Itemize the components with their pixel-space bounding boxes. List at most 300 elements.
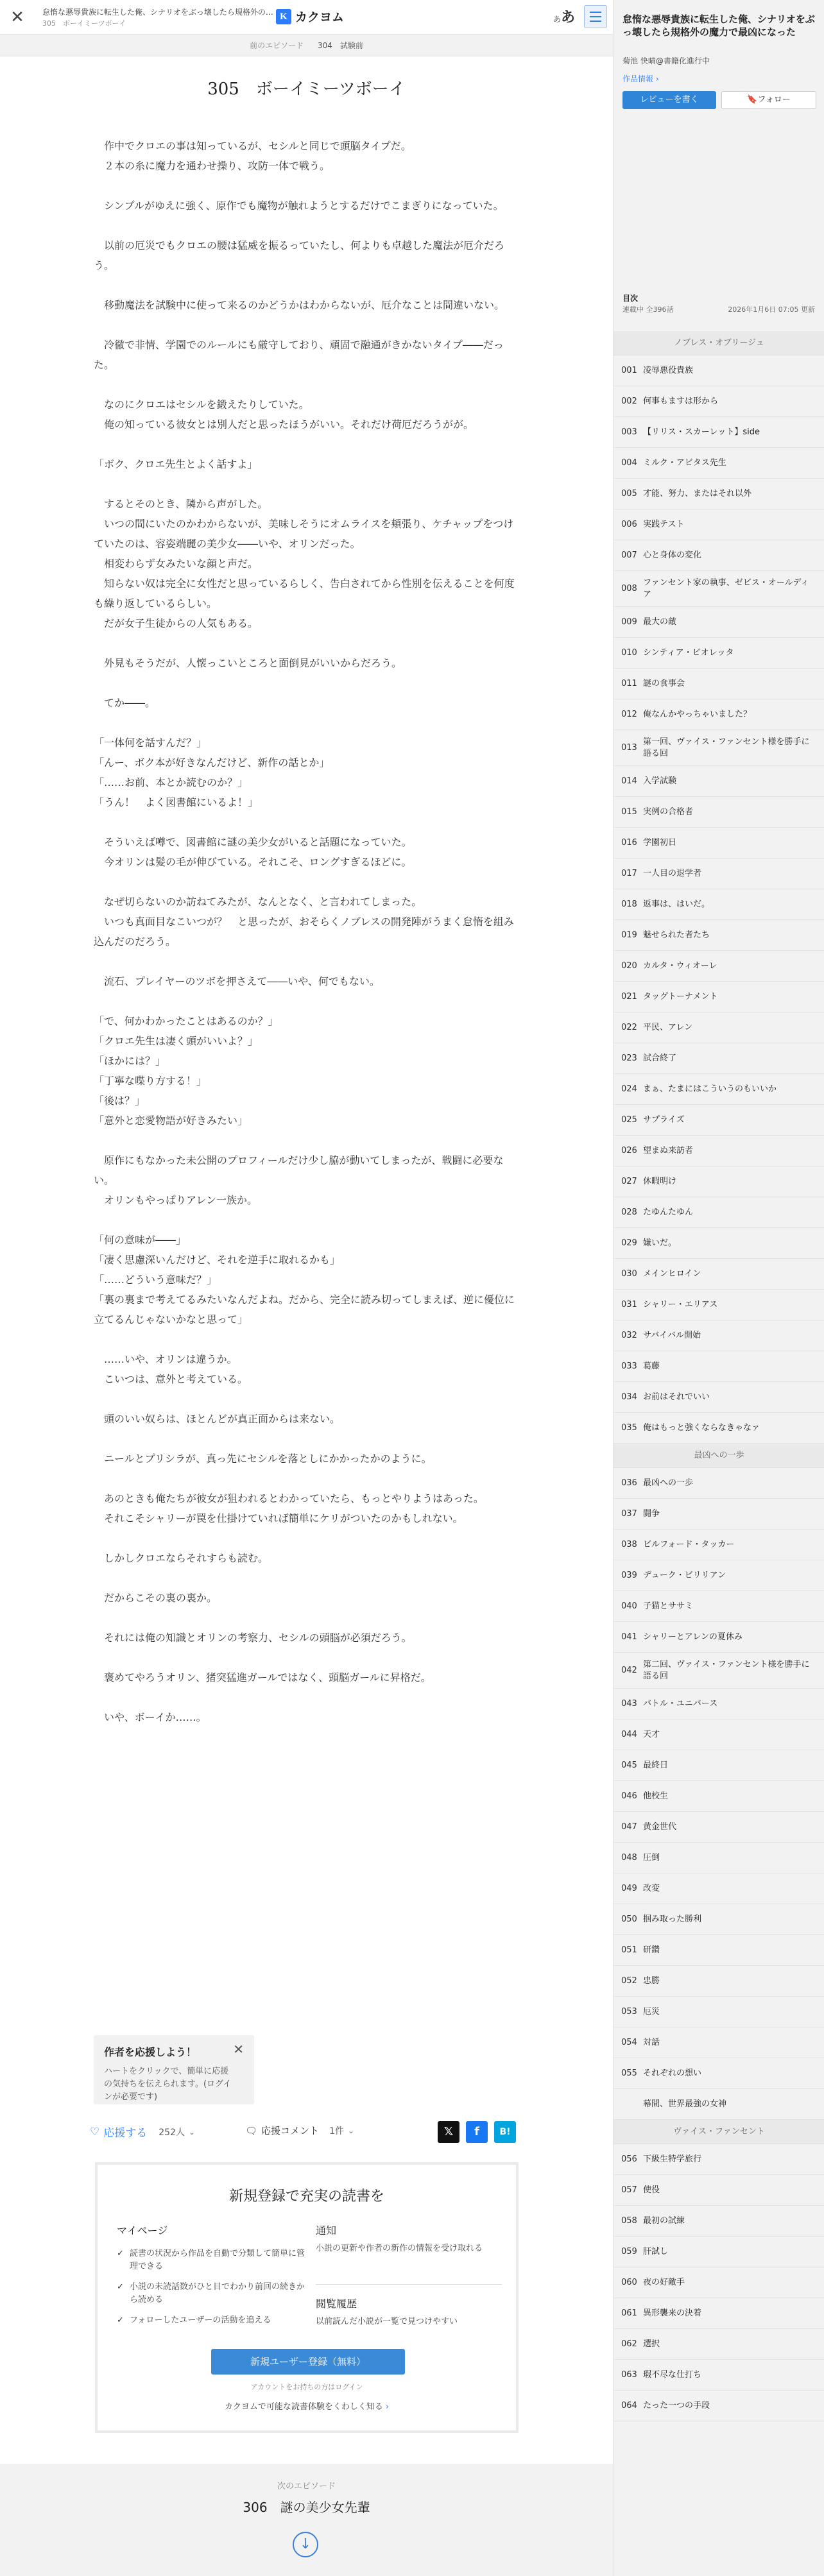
toc-item[interactable]: [614, 1043, 824, 1074]
toc-item-title: 異形襲来の決着: [643, 2308, 702, 2318]
toc-item-title: 才能、努力、またはそれ以外: [643, 488, 752, 499]
font-size-small-label: あ: [553, 15, 562, 24]
toc-item[interactable]: [614, 889, 824, 920]
toc-item-number: 047: [621, 1821, 637, 1832]
next-episode: [0, 2464, 613, 2576]
paragraph-spacer: [94, 991, 520, 1011]
toc-item[interactable]: [614, 1653, 824, 1689]
benefit-item: ✓ 小説の未読話数がひと目でわかり前回の続きから読める: [117, 2281, 309, 2307]
toc-item-number: 008: [621, 583, 637, 593]
toc-item[interactable]: [614, 858, 824, 889]
toc-item[interactable]: [614, 1074, 824, 1105]
toc-item[interactable]: [614, 638, 824, 669]
toc-item[interactable]: [614, 540, 824, 571]
toc-item-number: 033: [621, 1361, 637, 1371]
toc-item-number: 052: [621, 1975, 637, 1986]
toc-item-number: 026: [621, 1145, 637, 1156]
toc-item-number: 057: [621, 2185, 637, 2195]
toc-item-number: 053: [621, 2006, 637, 2017]
toc-item[interactable]: [614, 2027, 824, 2058]
toc-item-title: 最凶への一歩: [643, 1478, 694, 1488]
sidebar: [613, 0, 824, 2576]
toc-item[interactable]: [614, 571, 824, 607]
paragraph-spacer: [94, 375, 520, 395]
paragraph-spacer: [94, 315, 520, 335]
body-paragraph: 「一体何を話すんだ？」: [94, 737, 207, 749]
toc-item-number: 007: [621, 550, 637, 560]
history-label: 閲覧履歴: [316, 2298, 357, 2310]
paragraph-spacer: [94, 673, 520, 693]
toc-item[interactable]: [614, 1591, 824, 1622]
toc-item-title: 俺はもっと強くならなきゃなァ: [643, 1422, 760, 1433]
body-paragraph: 「ほかには？」: [94, 1055, 166, 1067]
toc-item-title: タッグトーナメント: [643, 991, 718, 1002]
body-paragraph: 以前の厄災でもクロエの腰は猛威を振るっていたし、何よりも卓越した魔法が厄介だろう。: [94, 239, 505, 271]
body-paragraph: あのときも俺たちが彼女が狙われるとわかっていたら、もっとやりようはあった。: [94, 1492, 484, 1505]
benefit-item: ✓ フォローしたユーザーの活動を追える: [117, 2314, 309, 2327]
toc-item-title: 圧倒: [643, 1852, 660, 1863]
toc-item[interactable]: [614, 2360, 824, 2391]
comment-icon: 🗨: [245, 2124, 258, 2137]
next-episode-label: 次のエピソード: [277, 2482, 336, 2491]
toc-item-number: 027: [621, 1176, 637, 1186]
font-size-button[interactable]: [553, 6, 575, 26]
toc-item-title: たった一つの手段: [643, 2400, 710, 2410]
toc-item-title: 入学試験: [643, 776, 677, 786]
toc-item[interactable]: [614, 1320, 824, 1351]
sidebar-work-title[interactable]: 怠惰な悪辱貴族に転生した俺、シナリオをぶっ壊したら規格外の魔力で最凶になった: [622, 13, 815, 38]
toc-item-number: 059: [621, 2246, 637, 2256]
toc-item[interactable]: [614, 417, 824, 448]
paragraph-spacer: [94, 176, 520, 196]
body-paragraph: 「意外と恋愛物語が好きみたい」: [94, 1114, 248, 1127]
x-share-icon[interactable]: 𝕏: [438, 2121, 459, 2143]
body-paragraph: ニールとプリシラが、真っ先にセシルを落としにかかったかのように。: [94, 1453, 432, 1465]
toc-item-title: カルタ・ウィオーレ: [643, 960, 717, 971]
menu-line-icon: [590, 12, 601, 13]
body-paragraph: 知らない奴は完全に女性だと思っているらしく、告白されてから性別を伝えることを何度も繰り返しているらしい。: [94, 577, 515, 610]
toc-item-number: 025: [621, 1114, 637, 1125]
toc-item-title: サプライズ: [643, 1114, 685, 1125]
toc-item-title: 忠勝: [643, 1975, 660, 1986]
toc-item[interactable]: [614, 1843, 824, 1873]
toc-item-number: 043: [621, 1698, 637, 1709]
toc-item-number: 034: [621, 1392, 637, 1402]
toc-item[interactable]: [614, 1530, 824, 1560]
toc-item-title: 瑕不尽な仕打ち: [643, 2369, 702, 2380]
chevron-down-icon: ⌄: [347, 2126, 355, 2135]
toc-section-header: 最凶への一歩: [614, 1444, 824, 1468]
toc-item-number: 029: [621, 1238, 637, 1248]
toc-item-title: たゆんたゆん: [643, 1207, 694, 1217]
toc-item-title: 俺なんかやっちゃいました？: [643, 709, 752, 719]
toc-item-title: バトル・ユニバース: [643, 1698, 718, 1709]
toc-item-number: 011: [621, 678, 637, 688]
body-paragraph: だが女子生徒からの人気もある。: [94, 617, 259, 629]
toc-item[interactable]: [614, 1997, 824, 2027]
toc-item-title: 平民、アレン: [643, 1022, 693, 1032]
body-paragraph: ……いや、オリンは違うか。: [94, 1353, 237, 1365]
body-paragraph: いや、ボーイか……。: [94, 1711, 207, 1723]
toc-item[interactable]: [614, 2089, 824, 2120]
heart-icon: ♡: [90, 2125, 100, 2138]
toc-item[interactable]: [614, 1719, 824, 1750]
body-paragraph: なぜ切らないのか訪ねてみたが、なんとなく、と言われてしまった。: [94, 896, 422, 908]
toc-item-title: 最大の敵: [643, 617, 677, 627]
toc-item[interactable]: [614, 1873, 824, 1904]
toc-item[interactable]: [614, 1966, 824, 1997]
toc-item[interactable]: [614, 1750, 824, 1781]
toc-item[interactable]: [614, 1290, 824, 1320]
toc-item[interactable]: [614, 1904, 824, 1935]
episode-actions: [90, 2119, 520, 2144]
toc-item[interactable]: [614, 1413, 824, 1444]
toc-item-title: シャリー・エリアス: [643, 1299, 718, 1309]
toc-item-title: 掴み取った勝利: [643, 1914, 702, 1924]
divider: [316, 2284, 502, 2285]
toc-item-number: 058: [621, 2215, 637, 2226]
toc-item-number: 041: [621, 1632, 637, 1642]
toc-item-title: 対話: [643, 2037, 660, 2047]
toc-item-number: 002: [621, 396, 637, 406]
author-name[interactable]: 菊池 快晴@書籍化進行中: [622, 56, 710, 65]
toc-item-number: 003: [621, 427, 637, 437]
body-paragraph: それには俺の知識とオリンの考察力、セシルの頭脳が必須だろう。: [94, 1632, 412, 1644]
body-paragraph: 相変わらず女みたいな顔と声だ。: [94, 558, 259, 570]
toc-item[interactable]: [614, 730, 824, 766]
toc-item[interactable]: [614, 2391, 824, 2421]
toc-item[interactable]: [614, 920, 824, 951]
body-paragraph: てか――。: [94, 697, 156, 709]
paragraph-spacer: [94, 1210, 520, 1230]
toc-item[interactable]: [614, 2175, 824, 2206]
toc-item-number: 006: [621, 519, 637, 529]
toc-item-title: ビルフォード・タッカー: [643, 1539, 735, 1549]
toc-item[interactable]: [614, 1622, 824, 1653]
toc-item-title: 改変: [643, 1883, 660, 1893]
toc-item-title: 幕間、世界最強の女神: [643, 2099, 727, 2109]
body-paragraph: いつの間にいたのかわからないが、美味しそうにオムライスを頬張り、ケチャップをつけていたのは、容姿端麗の美少女――いや、オリンだった。: [94, 518, 514, 550]
follow-button[interactable]: [721, 91, 816, 109]
toc-item-number: 036: [621, 1478, 637, 1488]
menu-line-icon: [590, 16, 601, 17]
toc-item-title: 実例の合格者: [643, 806, 694, 817]
body-paragraph: 「裏の裏まで考えてるみたいなんだよね。だから、完全に読み切ってしまえば、逆に優位に立てるんじゃないかなと思って」: [94, 1293, 515, 1326]
comment-label: 応援コメント: [261, 2125, 320, 2137]
toc-item-number: 037: [621, 1508, 637, 1519]
paragraph-spacer: [94, 1568, 520, 1588]
paragraph-spacer: [94, 474, 520, 494]
next-episode-title[interactable]: 306 謎の美少女先輩: [243, 2500, 370, 2515]
toc-item[interactable]: [614, 1136, 824, 1166]
logo-mark-icon: K: [276, 9, 291, 24]
toc-item-number: 048: [621, 1852, 637, 1863]
body-paragraph: オリンもやっぱりアレン一族か。: [94, 1194, 257, 1206]
hatena-bookmark-icon[interactable]: B!: [494, 2121, 516, 2143]
toc-item-title: 最初の試練: [643, 2215, 685, 2226]
toc-item-title: デューク・ビリリアン: [643, 1570, 726, 1580]
toc-item-title: メインヒロイン: [643, 1268, 701, 1279]
cheer-label: 応援する: [103, 2127, 148, 2140]
toc-item[interactable]: [614, 479, 824, 509]
toc-item-title: 学園初日: [643, 837, 677, 848]
toc-item-number: 028: [621, 1207, 637, 1217]
notice-desc: 小説の更新や作者の新作の情報を受け取れる: [316, 2244, 483, 2253]
menu-line-icon: [590, 21, 601, 22]
learn-more-text: カクヨムで可能な読書体験をくわしく知る: [224, 2402, 383, 2412]
toc-item-title: 休暇明け: [643, 1176, 677, 1186]
toc-item[interactable]: [614, 607, 824, 638]
toc-item-number: 054: [621, 2037, 637, 2047]
header-work-title[interactable]: 怠惰な悪辱貴族に転生した俺、シナリオをぶっ壊したら規格外の…: [42, 8, 273, 17]
facebook-share-icon[interactable]: f: [466, 2121, 488, 2143]
toc-section-header: ノブレス・オブリージュ: [614, 331, 824, 355]
register-heading: 新規登録で充実の読書を: [228, 2188, 384, 2205]
toc-item-title: 夜の好敵手: [643, 2277, 685, 2287]
toc-item-number: 013: [621, 742, 637, 753]
toc-item[interactable]: [614, 1105, 824, 1136]
close-icon[interactable]: ✕: [10, 8, 24, 27]
body-paragraph: 流石、プレイヤーのツボを押さえて――いや、何でもない。: [94, 975, 380, 987]
toc-item-title: 黄金世代: [643, 1821, 677, 1832]
paragraph-spacer: [94, 434, 520, 454]
paragraph-spacer: [94, 872, 520, 892]
toc-item-number: 016: [621, 837, 637, 848]
paragraph-spacer: [94, 1329, 520, 1349]
toc-item-number: 035: [621, 1422, 637, 1433]
toc-item-title: サバイバル開始: [643, 1330, 701, 1340]
close-icon[interactable]: ✕: [233, 2042, 244, 2057]
toc-item[interactable]: [614, 2329, 824, 2360]
toc-item[interactable]: [614, 2298, 824, 2329]
toc-item[interactable]: [614, 2267, 824, 2298]
toc-item-title: ファンセント家の執事、ゼビス・オールディア: [643, 577, 809, 599]
toc-item-number: 005: [621, 488, 637, 499]
toc-item[interactable]: [614, 448, 824, 479]
toc-item[interactable]: [614, 1781, 824, 1812]
learn-more-link[interactable]: [98, 2400, 516, 2412]
follow-label: フォロー: [757, 95, 791, 105]
toc-item-number: 024: [621, 1084, 637, 1094]
last-updated: 2026年1月6日 07:05 更新: [728, 305, 815, 314]
toc-item[interactable]: [614, 669, 824, 699]
toc-item-title: 【リリス・スカーレット】side: [643, 427, 760, 437]
toc-item-title: まぁ、たまにはこういうのもいいか: [643, 1084, 777, 1094]
toc-item-title: 闘争: [643, 1508, 660, 1519]
toc-item-number: 051: [621, 1945, 637, 1955]
toc-item[interactable]: [614, 1166, 824, 1197]
body-paragraph: するとそのとき、隣から声がした。: [94, 498, 268, 510]
toc-item-title: 心と身体の変化: [643, 550, 702, 560]
body-paragraph: そういえば噂で、図書館に謎の美少女がいると話題になっていた。: [94, 836, 412, 848]
toc-item[interactable]: [614, 699, 824, 730]
history-benefit: [316, 2296, 502, 2328]
toc-item-title: 天才: [643, 1729, 660, 1739]
toc-item[interactable]: [614, 1197, 824, 1228]
toc-item[interactable]: [614, 386, 824, 417]
paragraph-spacer: [94, 275, 520, 295]
prev-episode-label: 前のエピソード: [250, 41, 304, 50]
toc-item[interactable]: [614, 509, 824, 540]
toc-item-number: 017: [621, 868, 637, 878]
body-paragraph: 「……お前、本とか読むのか？」: [94, 776, 248, 789]
toc-item[interactable]: [614, 1468, 824, 1499]
cheer-button[interactable]: [90, 2124, 195, 2140]
font-size-label: あ: [561, 10, 576, 26]
episode-body: [94, 136, 520, 1727]
body-paragraph: 「凄く思慮深いんだけど、それを逆手に取れるかも」: [94, 1254, 341, 1266]
toc-item-title: シンティア・ビオレッタ: [643, 647, 734, 658]
toc-item-number: 063: [621, 2369, 637, 2380]
toc-item-number: 061: [621, 2308, 637, 2318]
history-desc: 以前読んだ小説が一覧で見つけやすい: [316, 2317, 458, 2326]
toc-item[interactable]: [614, 1935, 824, 1966]
body-paragraph: 「何の意味が――」: [94, 1234, 187, 1246]
chevron-down-icon[interactable]: ⌄: [188, 2127, 196, 2137]
toc-item[interactable]: [614, 2237, 824, 2267]
toc-item-title: 凌辱悪役貴族: [643, 365, 694, 375]
toc-item[interactable]: [614, 1812, 824, 1843]
top-header: [0, 0, 613, 35]
body-paragraph: こいつは、意外と考えている。: [94, 1373, 248, 1385]
header-episode-subtitle: 305 ボーイミーツボーイ: [42, 19, 126, 28]
body-paragraph: なのにクロエはセシルを鍛えたりしていた。: [94, 398, 309, 411]
paragraph-spacer: [94, 1429, 520, 1449]
chevron-right-icon: ›: [385, 2402, 390, 2412]
cheer-popup-title: 作者を応援しよう！: [104, 2046, 197, 2058]
toc-item[interactable]: [614, 1689, 824, 1719]
toc-item[interactable]: [614, 2206, 824, 2237]
body-paragraph: しかしクロエならそれすらも読む。: [94, 1552, 269, 1564]
body-paragraph: それこそシャリーが罠を仕掛けていれば簡単にケリがついたのかもしれない。: [94, 1512, 463, 1524]
toc-item-number: 012: [621, 709, 637, 719]
body-paragraph: 「んー、ボク本が好きなんだけど、新作の話とか」: [94, 756, 330, 769]
register-button[interactable]: 新規ユーザー登録（無料）: [211, 2349, 405, 2375]
toc-item[interactable]: [614, 1012, 824, 1043]
toc-item[interactable]: [614, 2144, 824, 2175]
toc-list: [614, 331, 824, 2421]
toc-item-number: 022: [621, 1022, 637, 1032]
toc-item-title: 試合終了: [643, 1053, 677, 1063]
toc-item-title: ミルク・アビタス先生: [643, 457, 726, 468]
body-paragraph: 今オリンは髪の毛が伸びている。それこそ、ロングすぎるほどに。: [94, 856, 412, 868]
login-link[interactable]: アカウントをお持ちの方はログイン: [250, 2383, 363, 2391]
benefit-item: ✓ 読書の状況から作品を自動で分類して簡単に管理できる: [117, 2248, 309, 2273]
toc-item-title: お前はそれでいい: [643, 1392, 710, 1402]
toc-item[interactable]: [614, 982, 824, 1012]
paragraph-spacer: [94, 1130, 520, 1150]
toc-item[interactable]: [614, 2058, 824, 2089]
toc-item-number: 009: [621, 617, 637, 627]
write-review-button[interactable]: レビューを書く: [622, 91, 716, 109]
kakuyomu-logo[interactable]: [276, 8, 344, 25]
paragraph-spacer: [94, 1469, 520, 1488]
mypage-benefits: [117, 2222, 309, 2335]
paragraph-spacer: [94, 1528, 520, 1548]
toc-item-number: 049: [621, 1883, 637, 1893]
toc-item[interactable]: [614, 1259, 824, 1290]
prev-episode-link[interactable]: 304 試験前: [317, 41, 363, 50]
toc-item-number: 019: [621, 930, 637, 940]
toc-item-number: 039: [621, 1570, 637, 1580]
toc-item-title: 嫌いだ。: [643, 1238, 677, 1248]
toc-item-title: 下級生特学旅行: [643, 2154, 702, 2164]
toc-item-number: 031: [621, 1299, 637, 1309]
toc-item-number: 015: [621, 806, 637, 817]
paragraph-spacer: [94, 1687, 520, 1707]
toc-item[interactable]: [614, 1351, 824, 1382]
toc-item-number: 046: [621, 1791, 637, 1801]
toc-item-number: 055: [621, 2068, 637, 2078]
comment-button[interactable]: [245, 2124, 354, 2137]
comment-count: 1件: [329, 2126, 344, 2137]
mypage-label: マイページ: [117, 2224, 168, 2237]
cheer-count[interactable]: 252人: [159, 2127, 185, 2138]
toc-item[interactable]: [614, 828, 824, 858]
paragraph-spacer: [94, 713, 520, 733]
toc-item-number: 030: [621, 1268, 637, 1279]
toc-item-title: 研鑽: [643, 1945, 660, 1955]
toc-item-title: 何事もますは形から: [643, 396, 719, 406]
toc-item-number: 004: [621, 457, 637, 468]
toc-item-number: 040: [621, 1601, 637, 1611]
toc-item-title: 厄災: [643, 2006, 660, 2017]
body-paragraph: 「で、何かわかったことはあるのか？」: [94, 1015, 279, 1027]
toc-section-header: ヴァイス・ファンセント: [614, 2120, 824, 2144]
episode-title: 305 ボーイミーツボーイ: [207, 80, 406, 99]
toc-menu-button[interactable]: [584, 5, 607, 28]
toc-item[interactable]: [614, 1228, 824, 1259]
body-paragraph: 外見もそうだが、人懐っこいところと面倒見がいいからだろう。: [94, 657, 402, 669]
paragraph-spacer: [94, 1648, 520, 1668]
serial-status: 連載中 全396話: [622, 305, 674, 314]
toc-item-title: 肝試し: [643, 2246, 669, 2256]
toc-item-number: 001: [621, 365, 637, 375]
toc-item[interactable]: [614, 766, 824, 797]
body-paragraph: 作中でクロエの事は知っているが、セシルと同じで頭脳タイプだ。: [94, 140, 411, 152]
body-paragraph: 「丁寧な喋り方する！」: [94, 1075, 207, 1087]
toc-item[interactable]: [614, 797, 824, 828]
toc-item-number: 050: [621, 1914, 637, 1924]
toc-item[interactable]: [614, 951, 824, 982]
toc-item-number: 038: [621, 1539, 637, 1549]
logo-text: カクヨム: [295, 10, 345, 24]
work-info-link[interactable]: [622, 73, 659, 84]
toc-item-title: 葛藤: [643, 1361, 660, 1371]
chevron-right-icon: ›: [655, 74, 659, 83]
notice-label: 通知: [316, 2224, 337, 2237]
toc-item[interactable]: [614, 355, 824, 386]
paragraph-spacer: [94, 951, 520, 971]
notice-benefit: [316, 2222, 502, 2255]
toc-item-title: 子猫とササミ: [643, 1601, 694, 1611]
toc-item[interactable]: [614, 1382, 824, 1413]
body-paragraph: 冷徹で非情、学園でのルールにも厳守しており、頑固で融通がきかないタイプ――だった。: [94, 339, 504, 371]
toc-item-number: 062: [621, 2339, 637, 2349]
arrow-down-icon[interactable]: ↓: [293, 2532, 318, 2557]
body-paragraph: だからこその裏の裏か。: [94, 1592, 218, 1604]
toc-label: 目次: [622, 294, 639, 303]
toc-item-title: シャリーとアレンの夏休み: [643, 1632, 742, 1642]
toc-item-title: 返事は、はいだ。: [643, 899, 710, 909]
toc-item-number: 060: [621, 2277, 637, 2287]
toc-item[interactable]: [614, 1560, 824, 1591]
body-paragraph: 俺の知っている彼女とは別人だと思ったほうがいい。それだけ荷厄だろうがが。: [94, 418, 474, 431]
toc-item-number: 032: [621, 1330, 637, 1340]
toc-item-title: 第二回、ヴァイス・ファンセント様を勝手に語る回: [643, 1659, 810, 1681]
toc-item[interactable]: [614, 1499, 824, 1530]
register-promo: [95, 2162, 519, 2433]
